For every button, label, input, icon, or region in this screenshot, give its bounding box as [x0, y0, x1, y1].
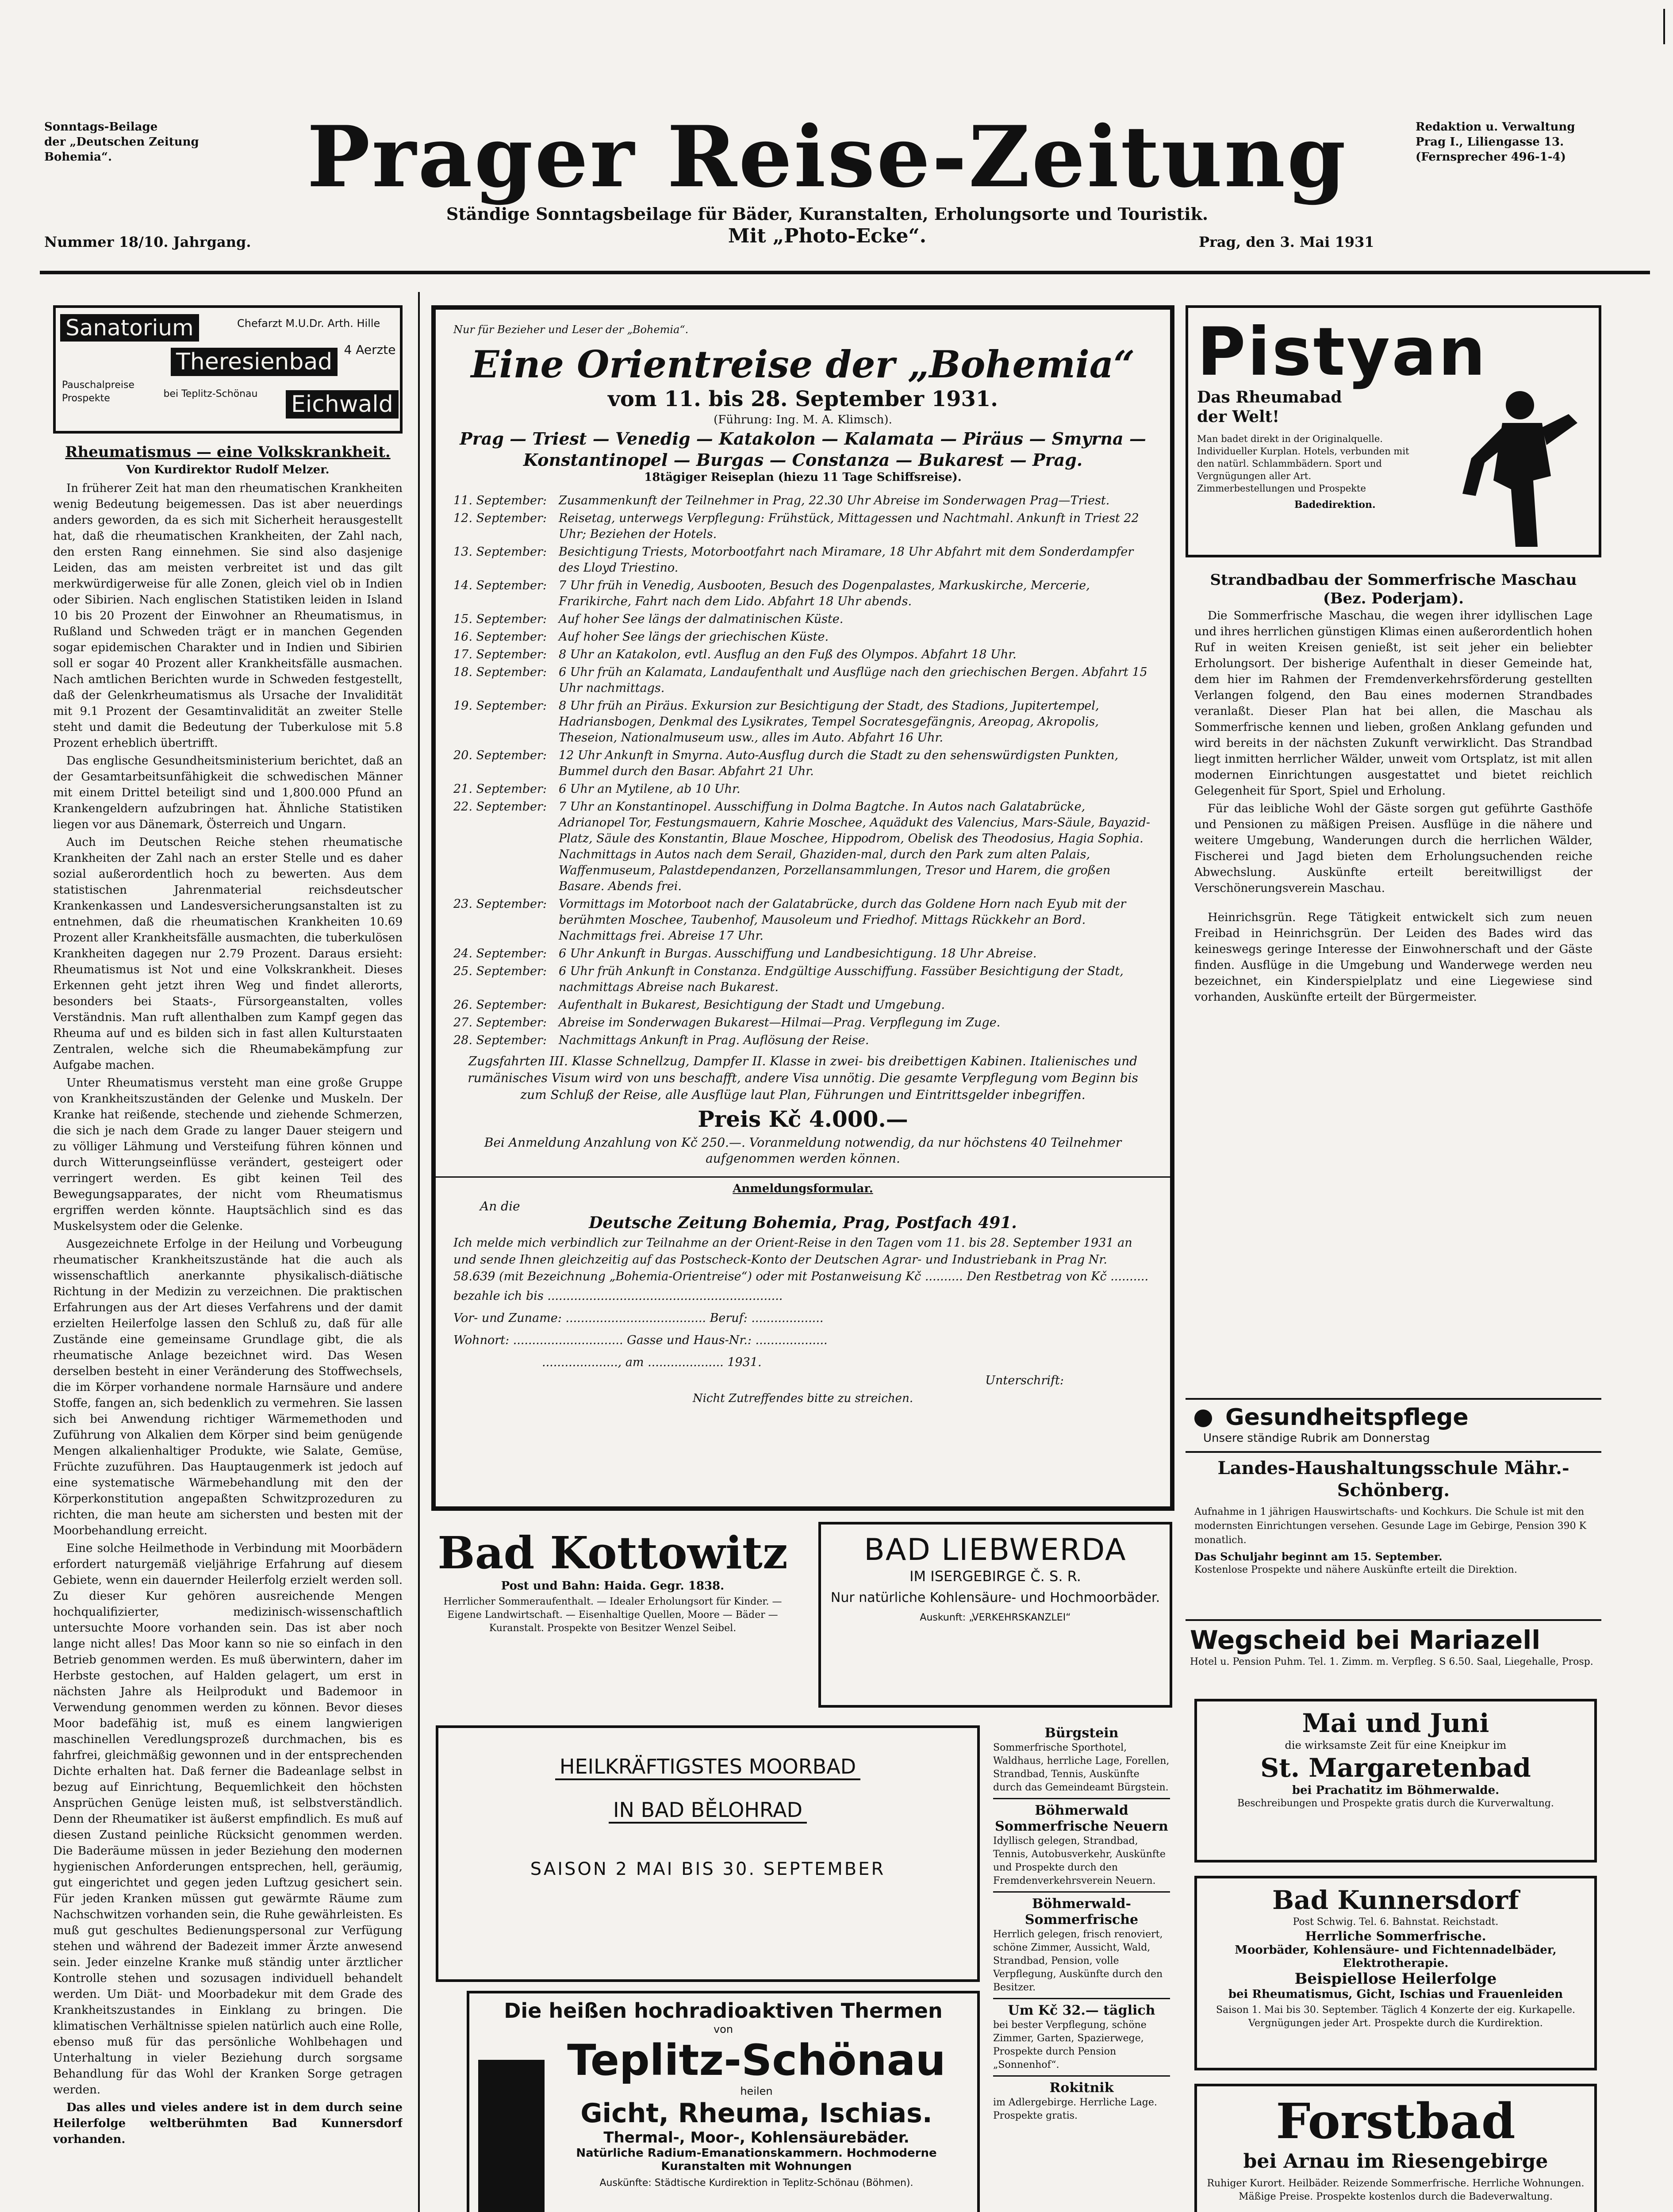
- schedule-date: 11. September:: [453, 494, 547, 507]
- article-paragraph: Ausgezeichnete Erfolge in der Heilung und Vorbeugung rheumatischer Krankheitszustände hat die auch als wissenschaftlich anerkannte physikalisch-diätische Richtung in der Medizin zu verzeichnen. Die praktischen Erfahrungen aus der Art dieses Verfahrens und der damit erzielten Heilerfolge lassen den Schluß zu, daß für alle Zustände eine gemeinsame Grundlage gibt, die als rheumatische Anlage bezeichnet wird. Das Wesen derselben besteht in einer Veränderung des Stoffwechsels, die im Körper vorhandene normale Harnsäure und andere Stoffe, fangen an, sich bedenklich zu vermehren. Sie lassen sich bei Anwendung richtiger Wärmemethoden und Zuführung von Alkalien dem Körper sind beim genügende Mengen alkalienhaltiger Produkte, wie Salate, Gemüse, Früchte zuzuführen. Das Hauptaugenmerk ist jedoch auf eine systematische Wärmebehandlung mit den der Körperkonstitution angepaßten Schwitzprozeduren zu richten, die man heute am sichersten und besten mit der Moorbehandlung erreicht.: [53, 1237, 403, 1537]
- sanatorium-doctor: Chefarzt M.U.Dr. Arth. Hille: [237, 317, 380, 330]
- pistyan-by: Badedirektion.: [1294, 499, 1376, 511]
- orient-deposit: Bei Anmeldung Anzahlung von Kč 250.—. Voranmeldung notwendig, da nur höchstens 40 Teilnehmer aufgenommen werden können.: [484, 1135, 1122, 1166]
- schedule-text: Aufenthalt in Bukarest, Besichtigung der Stadt und Umgebung.: [559, 998, 945, 1012]
- masthead: [40, 108, 1650, 270]
- schedule-text: Abreise im Sonderwagen Bukarest—Hilmai—Prag. Verpflegung im Zuge.: [559, 1016, 1001, 1029]
- schedule-text: 6 Uhr Ankunft in Burgas. Ausschiffung und Landbesichtigung. 18 Uhr Abreise.: [559, 947, 1037, 960]
- article-paragraph: Unter Rheumatismus versteht man eine große Gruppe von Krankheitszuständen der Gelenke und Muskeln. Der Kranke hat reißende, stechende und ziehende Schmerzen, die sich je nach dem Grade zu langer Dauer steigern und zu völliger Lähmung und Versteifung führen können und durch Witterungseinflüsse verändert, gesteigert oder verringert werden. Es gibt keinen Teil des Bewegungsapparates, der nicht vom Rheumatismus ergriffen werden könnte. Hauptsächlich sind es das Muskelsystem oder die Gelenke.: [53, 1076, 403, 1233]
- kunnersdorf-line: Moorbäder, Kohlensäure- und Fichtennadelbäder, Elektrotherapie.: [1235, 1943, 1557, 1970]
- health-bullet-icon: [1194, 1409, 1212, 1427]
- small-ad-title: Böhmerwald Sommerfrische Neuern: [995, 1803, 1168, 1834]
- schedule-date: 25. September:: [453, 964, 547, 978]
- schedule-row: [453, 748, 1152, 780]
- article-rheuma: [53, 442, 403, 2212]
- left-note-line: Sonntags-Beilage: [44, 120, 158, 134]
- article-title: Rheumatismus — eine Volkskrankheit.: [65, 443, 391, 461]
- orient-title: Eine Orientreise der „Bohemia“: [471, 342, 1135, 386]
- orient-dates: vom 11. bis 28. September 1931.: [607, 387, 998, 411]
- small-ad: [993, 2003, 1170, 2077]
- landes-ad: [1186, 1451, 1601, 1619]
- form-sign[interactable]: Unterschrift:: [985, 1374, 1064, 1387]
- landes-text: Aufnahme in 1 jährigen Hauswirtschafts- und Kochkurs. Die Schule ist mit den modernsten Einrichtungen versehen. Gesunde Lage im Gebirge, Pension 390 K monatlich.: [1194, 1506, 1587, 1546]
- schedule-date: 12. September:: [453, 511, 547, 525]
- schedule-date: 27. September:: [453, 1016, 547, 1029]
- issue-date: Prag, den 3. Mai 1931: [1199, 234, 1374, 250]
- schedule-text: 7 Uhr an Konstantinopel. Ausschiffung in Dolma Bagtche. In Autos nach Galatabrücke, Adrianopel Tor, Festungsmauern, Kahrie Moschee, Aquädukt des Valencius, Mars-Säule, Bayazid-Platz, Säule des Konstantin, Blaue Moschee, Hippodrom, Obelisk des Theodosius, Hagia Sophia. Nachmittags in Autos nach dem Serail, Ghaziden-mal, durch den Park zum alten Palais, Waffenmuseum, Palastdependanzen, Porzellansammlungen, Tresor und Harem, die großen Basare. Abends frei.: [559, 800, 1151, 893]
- strand-paragraph: Für das leibliche Wohl der Gäste sorgen gut geführte Gasthöfe und Pensionen zu mäßigen Preisen. Ausflüge in die nähere und weitere Umgebung, Wanderungen durch die herrlichen Wälder, Fischerei und Jagd bieten dem Erholungsuchenden reiche Abwechslung. Auskünfte erteilt bereitwilligst der Verschönerungsverein Maschau.: [1194, 802, 1592, 895]
- pistyan-name: Pistyan: [1197, 314, 1488, 391]
- article-paragraph: Das englische Gesundheitsministerium berichtet, daß an der Gesamtarbeitsunfähigkeit die schwedischen Männer mit einem Drittel beteiligt sind und 1,800.000 Pfund an Krankengeldern aufzubringen hat. Ähnliche Statistiken liegen vor aus Dänemark, Österreich und Ungarn.: [53, 754, 403, 831]
- teplitz-von: von: [713, 2023, 733, 2035]
- schedule-date: 20. September:: [453, 749, 547, 762]
- sanatorium-city: Eichwald: [286, 390, 399, 419]
- small-ad: [993, 1896, 1170, 1999]
- schedule-text: Auf hoher See längs der griechischen Küste.: [559, 630, 829, 644]
- schedule-row: [453, 698, 1152, 746]
- schedule-date: 17. September:: [453, 648, 547, 661]
- article-author: Von Kurdirektor Rudolf Melzer.: [126, 463, 330, 476]
- schedule-row: [453, 664, 1152, 696]
- teplitz-name: Teplitz-Schönau: [567, 2035, 946, 2085]
- bather-figure-icon: [1436, 388, 1586, 551]
- form-line[interactable]: ...................., am .................... 1931.: [542, 1356, 762, 1369]
- form-body: Ich melde mich verbindlich zur Teilnahme an der Orient-Reise in den Tagen vom 11. bis 28. September 1931 an und sende Ihnen gleichzeitig auf das Postscheck-Konto der Deutschen Agrar- und Industriebank in Prag Nr. 58.639 (mit Bezeichnung „Bohemia-Orientreise“) oder mit Postanweisung Kč .......... Den Restbetrag von Kč ..........: [453, 1236, 1149, 1283]
- schedule-text: Vormittags im Motorboot nach der Galatabrücke, durch das Goldene Horn nach Eyub mit der berühmten Moschee, Taubenhof, Mausoleum und Friedhof. Mittags Rückkehr an Bord. Nachmittags frei. Abreise 17 Uhr.: [559, 897, 1126, 943]
- mai-ad: [1194, 1699, 1597, 1863]
- mai-title: Mai und Juni: [1302, 1708, 1489, 1738]
- left-note-line: der „Deutschen Zeitung: [44, 135, 199, 149]
- liebwerda-info: Auskunft: „VERKEHRSKANZLEI“: [920, 1612, 1071, 1623]
- kunnersdorf-sub: Post Schwig. Tel. 6. Bahnstat. Reichstadt.: [1293, 1916, 1499, 1928]
- sanatorium-place: Theresienbad: [171, 348, 338, 376]
- column-rule: [418, 292, 420, 2212]
- small-ad: [993, 2080, 1170, 2123]
- form-divider: [436, 1176, 1170, 1178]
- schedule-date: 18. September:: [453, 665, 547, 679]
- schedule-row: [453, 946, 1152, 962]
- masthead-title: Prager Reise-Zeitung: [307, 108, 1348, 206]
- small-ad-text: bei bester Verpflegung, schöne Zimmer, Garten, Spazierwege, Prospekte durch Pension „Sonnenhof“.: [993, 2020, 1147, 2070]
- forstbad-ad: [1194, 2084, 1597, 2212]
- schedule-row: [453, 544, 1152, 576]
- mai-foot: Beschreibungen und Prospekte gratis durch die Kurverwaltung.: [1237, 1798, 1554, 1809]
- article-paragraph: In früherer Zeit hat man den rheumatischen Krankheiten wenig Bedeutung beigemessen. Das ist aber neuerdings anders geworden, da es sich mit Sicherheit herausgestellt hat, daß die rheumatischen Krankheiten, der Zahl nach, den ersten Rang einnehmen. Sie sind also dasjenige Leiden, das am meisten verbreitet ist und das gilt merkwürdigerweise für alle Zonen, gleich viel ob in Indien oder Sibirien. Nach englischen Statistiken leiden in Island 10 bis 20 Prozent der Einwohner an Rheumatismus, in Rußland und Schweden trägt er in manchen Gegenden sogar epidemischen Charakter und in Indien und Sibirien soll er sogar 40 Prozent aller Krankheitsfälle ausmachen. Nach amtlichen Berichten wurde in Schweden festgestellt, daß der Gelenkrheumatismus als Ursache der Invalidität mit 9.1 Prozent der Gesamtinvalidität an zweiter Stelle steht und damit die Bedeutung der Tuberkulose mit 5.8 Prozent erheblich übertrifft.: [53, 482, 403, 750]
- mai-sub: bei Prachatitz im Böhmerwalde.: [1292, 1784, 1500, 1797]
- schedule-row: [453, 997, 1152, 1013]
- teplitz-head: Die heißen hochradioaktiven Thermen: [504, 1999, 943, 2023]
- landes-date: Das Schuljahr beginnt am 15. September.: [1194, 1550, 1443, 1563]
- small-ad-text: Idyllisch gelegen, Strandbad, Tennis, Autobusverkehr, Auskünfte und Prospekte durch den Fremdenverkehrsverein Neuern.: [993, 1836, 1166, 1886]
- masthead-left-note: [44, 119, 257, 165]
- strand-paragraph: Die Sommerfrische Maschau, die wegen ihrer idyllischen Lage und ihres herrlichen günstigen Klimas einen außerordentlich hohen Ruf in weiten Kreisen genießt, ist seit jeher ein beliebter Erholungsort. Der bisherige Aufenthalt in dieser Gemeinde hat, dem hier im Rahmen der Fremdenverkehrsförderung gestellten Verlangen folgend, den Bau eines modernen Strandbades veranlaßt. Dieser Plan hat bei allen, die Maschau als Sommerfrische kennen und lieben, großen Anklang gefunden und wird bereits in der nächsten Zukunft verwirklicht. Das Strandbad liegt inmitten herrlicher Wälder, unweit vom Ortsplatz, ist mit allen modernen Einrichtungen ausgestattet und bietet reichlich Gelegenheit für Sport, Spiel und Erholung.: [1194, 609, 1592, 798]
- form-line[interactable]: bezahle ich bis ..............................................................: [453, 1289, 783, 1303]
- sanatorium-label: Sanatorium: [60, 314, 199, 342]
- wegscheid-ad: [1186, 1619, 1601, 1686]
- kunnersdorf-ad: [1194, 1876, 1597, 2070]
- schedule-row: [453, 896, 1152, 944]
- small-ad-text: Sommerfrische Sporthotel, Waldhaus, herrliche Lage, Forellen, Strandbad, Tennis, Auskünfte durch das Gemeindeamt Bürgstein.: [993, 1742, 1170, 1793]
- orient-route: Prag — Triest — Venedig — Katakolon — Kalamata — Piräus — Smyrna — Konstantinopel — Burgas — Constanza — Bukarest — Prag.: [460, 429, 1146, 470]
- masthead-right-note: [1416, 119, 1663, 165]
- schedule-row: [453, 964, 1152, 995]
- schedule-date: 23. September:: [453, 897, 547, 911]
- form-to: An die: [480, 1199, 520, 1214]
- orient-schedule: [453, 493, 1152, 1048]
- liebwerda-text: Nur natürliche Kohlensäure- und Hochmoorbäder.: [830, 1590, 1160, 1605]
- forstbad-text: Ruhiger Kurort. Heilbäder. Reizende Sommerfrische. Herrliche Wohnungen. Mäßige Preise. Prospekte kostenlos durch die Badeverwaltung.: [1207, 2178, 1585, 2202]
- kunnersdorf-line: Herrliche Sommerfrische.: [1305, 1929, 1486, 1943]
- pistyan-ad: [1186, 305, 1601, 557]
- orient-leader: (Führung: Ing. M. A. Klimsch).: [714, 413, 892, 426]
- schedule-text: 6 Uhr früh Ankunft in Constanza. Endgültige Ausschiffung. Fassüber Besichtigung der Stadt, nachmittags Abreise nach Bukarest.: [559, 964, 1124, 994]
- landes-foot: Kostenlose Prospekte und nähere Auskünfte erteilt die Direktion.: [1194, 1564, 1517, 1575]
- schedule-text: Auf hoher See längs der dalmatinischen Küste.: [559, 612, 844, 626]
- small-ad-text: Herrlich gelegen, frisch renoviert, schöne Zimmer, Aussicht, Wald, Strandbad, Pension, volle Verpflegung, Auskünfte durch den Besitzer.: [993, 1929, 1163, 1993]
- form-address: Deutsche Zeitung Bohemia, Prag, Postfach 491.: [589, 1214, 1017, 1232]
- pistyan-sub: Das Rheumabad der Welt!: [1197, 388, 1342, 426]
- schedule-date: 22. September:: [453, 800, 547, 814]
- schedule-text: 6 Uhr früh an Kalamata, Landaufenthalt und Ausflüge nach den griechischen Bergen. Abfahrt 15 Uhr nachmittags.: [559, 665, 1147, 695]
- small-ad-title: Rokitnik: [1049, 2080, 1114, 2096]
- small-ads-column: [993, 1725, 1170, 2212]
- small-ad: [993, 1803, 1170, 1893]
- small-ad-text: im Adlergebirge. Herrliche Lage. Prospekte gratis.: [993, 2097, 1157, 2121]
- wegscheid-text: Hotel u. Pension Puhm. Tel. 1. Zimm. m. Verpfleg. S 6.50. Saal, Liegehalle, Prosp.: [1190, 1656, 1593, 1667]
- belohrad-line1: HEILKRÄFTIGSTES MOORBAD: [555, 1755, 860, 1780]
- masthead-rule: [40, 271, 1650, 274]
- schedule-date: 26. September:: [453, 998, 547, 1012]
- schedule-row: [453, 781, 1152, 797]
- schedule-text: 6 Uhr an Mytilene, ab 10 Uhr.: [559, 782, 741, 796]
- schedule-text: 8 Uhr früh an Piräus. Exkursion zur Besichtigung der Stadt, des Stadions, Jupitertempel, Hadriansbogen, Denkmal des Lysikrates, Tempel Socratesgefängnis, Areopag, Akropolis, Theseion, Nationalmuseum usw., alles im Auto. Abfahrt 16 Uhr.: [559, 699, 1099, 745]
- landes-title: Landes-Haushaltungsschule Mähr.-Schönberg.: [1217, 1458, 1569, 1501]
- form-line[interactable]: Wohnort: ............................. Gasse und Haus-Nr.: ...................: [453, 1333, 828, 1347]
- masthead-subtitle2: Mit „Photo-Ecke“.: [728, 225, 927, 247]
- schedule-text: Nachmittags Ankunft in Prag. Auflösung der Reise.: [559, 1033, 869, 1047]
- article-paragraph: Auch im Deutschen Reiche stehen rheumatische Krankheiten der Zahl nach an erster Stelle und es daher sozial außerordentlich hoch zu bewerten. Aus dem statistischen Jahrenmaterial reichsdeutscher Krankenkassen und Landesversicherungsanstalten ist zu entnehmen, daß die rheumatischen Krankheiten 10.69 Prozent aller Krankheitsfälle ausmachten, die tuberkulösen Krankheiten dagegen nur 2.79 Prozent. Daraus ersieht: Rheumatismus ist Not und eine Volkskrankheit. Dieses Erkennen geht jetzt ihren Weg und findet allerorts, besonders bei Staats-, Fürsorgeanstalten, volles Verständnis. Man ruft allenthalben zum Kampf gegen das Rheuma auf und es bilden sich in fast allen Kulturstaaten Zentralen, welche sich die Rheumabekämpfung zur Aufgabe machen.: [53, 836, 403, 1072]
- liebwerda-sub: IM ISERGEBIRGE Č. S. R.: [909, 1568, 1081, 1585]
- sanatorium-doctors: 4 Aerzte: [344, 342, 396, 357]
- teplitz-letter-icon: [478, 2060, 545, 2212]
- schedule-row: [453, 799, 1152, 895]
- kottowitz-title: Bad Kottowitz: [437, 1527, 788, 1579]
- sanatorium-at: bei Teplitz-Schönau: [163, 388, 258, 399]
- schedule-date: 28. September:: [453, 1033, 547, 1047]
- orient-kicker: Nur für Bezieher und Leser der „Bohemia“.: [453, 323, 689, 336]
- form-foot: Nicht Zutreffendes bitte zu streichen.: [692, 1392, 913, 1405]
- mai-place: St. Margaretenbad: [1260, 1753, 1531, 1783]
- right-note-line: Prag I., Liliengasse 13.: [1416, 135, 1564, 149]
- liebwerda-ad: [818, 1522, 1172, 1708]
- sanatorium-ad: [53, 305, 403, 434]
- teplitz-info: Auskünfte: Städtische Kurdirektion in Teplitz-Schönau (Böhmen).: [599, 2177, 913, 2189]
- small-ad-title: Böhmerwald-Sommerfrische: [1025, 1896, 1139, 1928]
- health-section: [1186, 1398, 1601, 1447]
- belohrad-line2: IN BAD BĚLOHRAD: [609, 1798, 807, 1824]
- schedule-row: [453, 629, 1152, 645]
- schedule-date: 15. September:: [453, 612, 547, 626]
- mai-text: die wirksamste Zeit für eine Kneipkur im: [1285, 1739, 1507, 1751]
- pistyan-text: Man badet direkt in der Originalquelle. Individueller Kurplan. Hotels, verbunden mit den natürl. Schlammbädern. Sport und Vergnügungen aller Art. Zimmerbestellungen und Prospekte: [1197, 434, 1409, 494]
- schedule-date: 14. September:: [453, 579, 547, 592]
- schedule-row: [453, 578, 1152, 610]
- kunnersdorf-line: bei Rheumatismus, Gicht, Ischias und Frauenleiden: [1228, 1988, 1563, 2001]
- health-sub: Unsere ständige Rubrik am Donnerstag: [1203, 1432, 1430, 1445]
- kunnersdorf-line: Beispiellose Heilerfolge: [1294, 1970, 1497, 1988]
- article-strand: [1194, 571, 1592, 1425]
- schedule-text: Reisetag, unterwegs Verpflegung: Frühstück, Mittagessen und Nachtmahl. Ankunft in Triest 22 Uhr; Beziehen der Hotels.: [559, 511, 1139, 541]
- schedule-row: [453, 511, 1152, 542]
- schedule-row: [453, 1033, 1152, 1048]
- wegscheid-title: Wegscheid bei Mariazell: [1190, 1625, 1541, 1655]
- schedule-text: 7 Uhr früh in Venedig, Ausbooten, Besuch des Dogenpalastes, Markuskirche, Mercerie, Frarikirche, Fahrt nach dem Lido. Abfahrt 18 Uhr abends.: [559, 579, 1090, 608]
- kunnersdorf-foot: Saison 1. Mai bis 30. September. Täglich 4 Konzerte der eig. Kurkapelle. Vergnügungen jeder Art. Prospekte durch die Kurdirektion.: [1216, 2005, 1576, 2029]
- kunnersdorf-title: Bad Kunnersdorf: [1272, 1885, 1519, 1915]
- masthead-subtitle: Ständige Sonntagsbeilage für Bäder, Kuranstalten, Erholungsorte und Touristik.: [446, 204, 1209, 224]
- orient-notes: Zugsfahrten III. Klasse Schnellzug, Dampfer II. Klasse in zwei- bis dreibettigen Kabinen. Italienisches und rumänisches Visum wird von uns beschafft, andere Visa unnötig. Die gesamte Verpflegung vom Beginn bis zum Schluß der Reise, alle Ausflüge laut Plan, Führungen und Eintrittsgelder inbegriffen.: [468, 1054, 1138, 1102]
- schedule-date: 24. September:: [453, 947, 547, 960]
- schedule-row: [453, 647, 1152, 663]
- orientreise-ad: [431, 305, 1174, 1511]
- teplitz-heilen: heilen: [740, 2085, 773, 2097]
- forstbad-sub: bei Arnau im Riesengebirge: [1243, 2150, 1548, 2173]
- orient-plan: 18tägiger Reiseplan (hiezu 11 Tage Schiffsreise).: [644, 471, 962, 484]
- issue-number: Nummer 18/10. Jahrgang.: [44, 234, 251, 250]
- schedule-date: 16. September:: [453, 630, 547, 644]
- kottowitz-sub: Post und Bahn: Haida. Gegr. 1838.: [501, 1579, 725, 1593]
- schedule-row: [453, 611, 1152, 627]
- schedule-text: 12 Uhr Ankunft in Smyrna. Auto-Ausflug durch die Stadt zu den sehenswürdigsten Punkten, Bummel durch den Basar. Abfahrt 21 Uhr.: [559, 749, 1119, 778]
- film-mark: [1663, 9, 1665, 44]
- teplitz-baths: Thermal-, Moor-, Kohlensäurebäder.: [603, 2129, 909, 2147]
- right-note-line: (Fernsprecher 496-1-4): [1416, 150, 1566, 164]
- schedule-text: Besichtigung Triests, Motorbootfahrt nach Miramare, 18 Uhr Abfahrt mit dem Sonderdampfer des Lloyd Triestino.: [559, 545, 1134, 575]
- teplitz-diseases: Gicht, Rheuma, Ischias.: [580, 2098, 932, 2129]
- right-note-line: Redaktion u. Verwaltung: [1416, 120, 1575, 134]
- health-title: Gesundheitspflege: [1225, 1404, 1469, 1431]
- forstbad-title: Forstbad: [1276, 2093, 1516, 2150]
- small-ad-title: Bürgstein: [1044, 1725, 1119, 1741]
- belohrad-line3: SAISON 2 MAI BIS 30. SEPTEMBER: [530, 1859, 886, 1879]
- kottowitz-text: Herrlicher Sommeraufenthalt. — Idealer Erholungsort für Kinder. — Eigene Landwirtschaft. — Eisenhaltige Quellen, Moore — Bäder — Kuranstalt. Prospekte von Besitzer Wenzel Seibel.: [443, 1596, 782, 1634]
- liebwerda-title: BAD LIEBWERDA: [864, 1532, 1127, 1567]
- sanatorium-pricing: Pauschalpreise Prospekte: [62, 380, 134, 404]
- schedule-text: Zusammenkunft der Teilnehmer in Prag, 22.30 Uhr Abreise im Sonderwagen Prag—Triest.: [559, 494, 1110, 507]
- form-line[interactable]: Vor- und Zuname: ..................................... Beruf: ...................: [453, 1311, 824, 1325]
- strand-title: Strandbadbau der Sommerfrische Maschau (Bez. Poderjam).: [1210, 571, 1577, 607]
- kottowitz-ad: [431, 1522, 794, 1712]
- orient-price: Preis Kč 4.000.—: [698, 1106, 908, 1132]
- teplitz-ad: [467, 1991, 980, 2212]
- form-title: Anmeldungsformular.: [733, 1182, 873, 1195]
- small-ad: [993, 1725, 1170, 1799]
- schedule-text: 8 Uhr an Katakolon, evtl. Ausflug an den Fuß des Olympos. Abfahrt 18 Uhr.: [559, 648, 1017, 661]
- schedule-date: 21. September:: [453, 782, 547, 796]
- belohrad-ad: [436, 1725, 980, 1982]
- schedule-date: 13. September:: [453, 545, 547, 559]
- schedule-row: [453, 1015, 1152, 1031]
- strand-note: Heinrichsgrün. Rege Tätigkeit entwickelt sich zum neuen Freibad in Heinrichsgrün. Der Leiden des Bades wird das keineswegs geringe Interesse der Einwohnerschaft und der Gäste finden. Ausflüge in die Umgebung und Wanderwege werden neu bezeichnet, ein Kinderspielplatz und eine Liegewiese sind vorhanden, Auskünfte erteilt der Bürgermeister.: [1194, 911, 1592, 1004]
- article-paragraph: Eine solche Heilmethode in Verbindung mit Moorbädern erfordert naturgemäß vieljährige Erfahrung auf diesem Gebiete, wenn ein dauernder Heilerfolg erzielt werden soll. Zu dieser Kur gehören ausreichende Mengen hochqualifizierter, medizinisch-wissenschaftlich untersuchte Moore vorhanden sein. Das ist aber noch lange nicht alles! Das Moor kann so nie so einfach in den Betrieb genommen werden. Es muß überwintern, daher im Herbste gestochen, auf Halden gelagert, um erst in nächsten Jahre als Heilprodukt und Bademoor in Verwendung genommen werden zu können. Bevor dieses Moor badefähig ist, muß es einem langwierigen maschinellen Veredlungsprozeß durchmachen, bis es fahrfrei, gleichmäßig gewonnen und in der entsprechenden Dichte erhalten hat. Daß ferner die Badeanlage selbst in bezug auf Einrichtung, Bequemlichkeit den höchsten Ansprüchen Genüge leisten muß, ist selbstverständlich. Denn der Rheumatiker ist äußerst empfindlich. Es muß auf diesen Zustand peinliche Rücksicht genommen werden. Die Baderäume müssen in jeder Beziehung den modernen hygienischen Anforderungen entsprechen, hell, geräumig, gut eingerichtet und gegen jeden Luftzug gesichert sein. Für jeden Kranken müssen gut gewärmte Räume zum Nachschwitzen vorhanden sein, die Ruhe gewährleisten. Es muß gut geschultes Bedienungspersonal zur Verfügung stehen und während der Badezeit immer Ärzte anwesend sein. Jeder einzelne Kranke muß ständig unter ärztlicher Kontrolle stehen und sozusagen individuell behandelt werden. Um Diät- und Moorbadekur mit dem Grade des Krankheitszustandes in Einklang zu bringen. Die klimatischen Verhältnisse spielen natürlich auch eine Rolle, ebenso muß für das persönliche Wohlbehagen und Unterhaltung in vieler Beziehung durch sorgsame Behandlung für das Wohl der Kranken Sorge getragen werden.: [53, 1542, 403, 2097]
- article-paragraph: Das alles und vieles andere ist in dem durch seine Heilerfolge weltberühmten Bad Kunnersdorf vorhanden.: [53, 2101, 403, 2146]
- left-note-line: Bohemia“.: [44, 150, 112, 164]
- schedule-date: 19. September:: [453, 699, 547, 713]
- small-ad-title: Um Kč 32.— täglich: [1008, 2003, 1155, 2018]
- schedule-row: [453, 493, 1152, 509]
- teplitz-radium: Natürliche Radium-Emanationskammern. Hochmoderne Kuranstalten mit Wohnungen: [576, 2147, 937, 2173]
